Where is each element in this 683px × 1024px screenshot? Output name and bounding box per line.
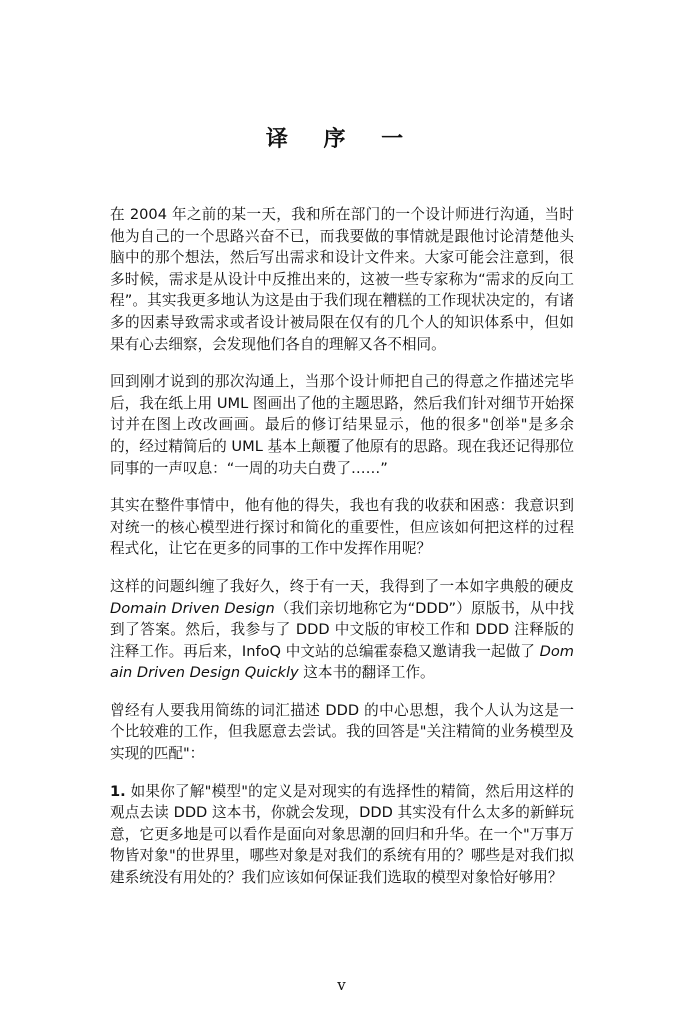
book-title-ddd-quickly: Domain Driven Design Quickly <box>110 642 574 682</box>
page-number: v <box>337 976 346 994</box>
paragraph-4-part-2: （我们亲切地称它为“DDD”）原版书，从中找到了答案。然后，我参与了 DDD 中文版的审校工作和 DDD 注释版的注释工作。再后来，InfoQ 中文站的总编霍泰稳又邀请我一起做了 <box>110 599 575 660</box>
paragraph-4-part-3: 这本书的翻译工作。 <box>298 664 435 682</box>
paragraph-6-text: 如果你了解"模型"的定义是对现实的有选择性的精简，然后用这样的观点去读 DDD 这本书，你就会发现，DDD 其实没有什么太多的新鲜玩意，它更多地是可以看作是面向对象思潮的回归和升华。在一个"万事万物皆对象"的世界里，哪些对象是对我们的系统有用的？哪些是对我们拟建系统没有用处的？我们应该如何保证我们选取的模型对象恰好够用？ <box>110 782 574 887</box>
paragraph-4-part-1: 这样的问题纠缠了我好久，终于有一天，我得到了一本如字典般的硬皮 <box>110 577 574 595</box>
page-title: 译 序 一 <box>265 126 418 152</box>
list-number: 1. <box>110 782 126 800</box>
body-text <box>110 204 574 905</box>
paragraph-5: 曾经有人要我用简练的词汇描述 DDD 的中心思想，我个人认为这是一个比较难的工作，但我愿意去尝试。我的回答是"关注精简的业务模型及实现的匹配"： <box>110 701 574 763</box>
book-title-domain-driven-design: Domain Driven Design <box>110 599 275 617</box>
paragraph-4 <box>110 576 574 684</box>
paragraph-1: 在 2004 年之前的某一天，我和所在部门的一个设计师进行沟通，当时他为自己的一个思路兴奋不已，而我要做的事情就是跟他讨论清楚他头脑中的那个想法，然后写出需求和设计文件来。大家可能会注意到，很多时候，需求是从设计中反推出来的，这被一些专家称为“需求的反向工程”。其实我更多地认为这是由于我们现在糟糕的工作现状决定的，有诸多的因素导致需求或者设计被局限在仅有的几个人的知识体系中，但如果有心去细察，会发现他们各自的理解又各不相同。 <box>110 206 574 353</box>
paragraph-2: 回到刚才说到的那次沟通上，当那个设计师把自己的得意之作描述完毕后，我在纸上用 UML 图画出了他的主题思路，然后我们针对细节开始探讨并在图上改改画画。最后的修订结果显示，他的很多"创举"是多余的，经过精简后的 UML 基本上颠覆了他原有的思路。现在我还记得那位同事的一声叹息：“一周的功夫白费了……” <box>110 373 574 477</box>
paragraph-6 <box>110 781 574 889</box>
paragraph-3: 其实在整件事情中，他有他的得失，我也有我的收获和困惑：我意识到对统一的核心模型进行探讨和简化的重要性，但应该如何把这样的过程程式化，让它在更多的同事的工作中发挥作用呢？ <box>110 497 574 558</box>
